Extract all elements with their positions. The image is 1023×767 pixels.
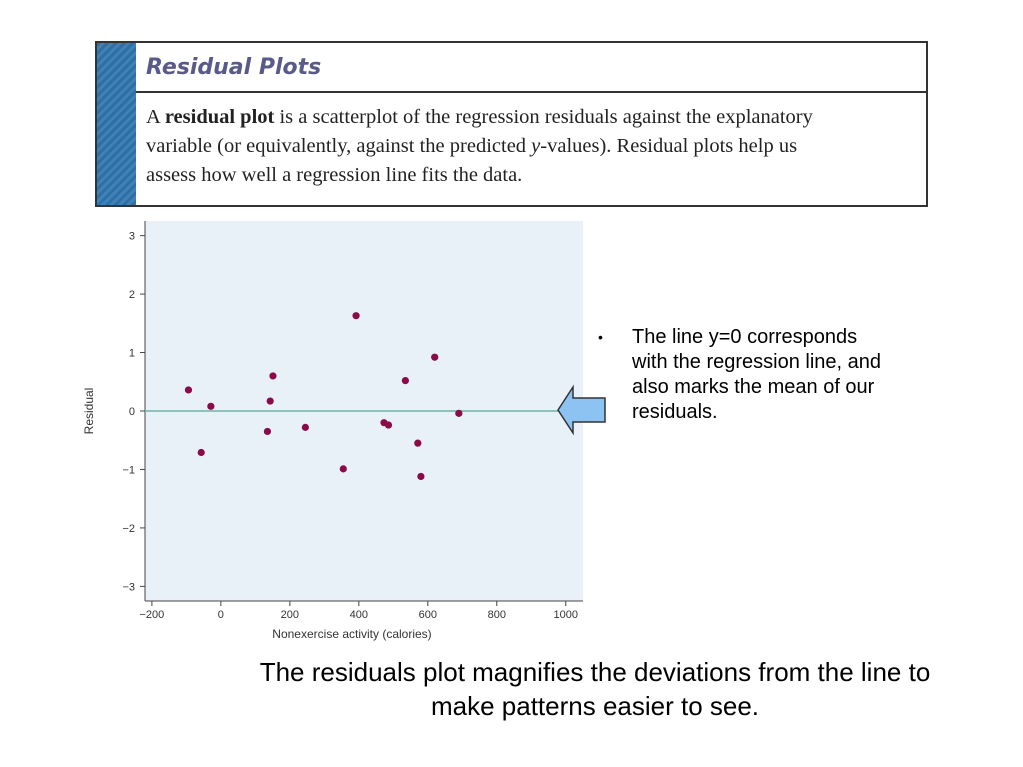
definition-term: residual plot	[164, 106, 275, 128]
definition-box	[95, 41, 928, 207]
x-tick-label: −200	[139, 609, 165, 621]
definition-line-1-rest: is a scatterplot of the regression residuals against the explanatory	[279, 106, 813, 128]
data-point	[264, 428, 271, 435]
data-point	[267, 397, 274, 404]
definition-article: A	[146, 106, 160, 128]
data-point	[185, 386, 192, 393]
definition-line-2-post: -values). Residual plots help us	[540, 135, 798, 157]
definition-title: Residual Plots	[136, 43, 926, 93]
left-arrow-icon	[555, 384, 615, 436]
definition-variable: y	[531, 135, 541, 157]
x-tick-label: 200	[280, 609, 300, 621]
definition-body	[136, 93, 926, 205]
x-tick-label: 1000	[553, 609, 578, 621]
definition-line-2-pre: variable (or equivalently, against the predicted	[146, 135, 527, 157]
y-tick-label: 3	[128, 230, 135, 243]
y-tick-label: −3	[122, 581, 135, 594]
x-tick-label: 800	[487, 609, 506, 621]
data-point	[455, 410, 462, 417]
data-point	[402, 377, 409, 384]
callout-bullet: •	[598, 329, 603, 345]
data-point	[207, 403, 214, 410]
data-point	[340, 465, 347, 472]
data-point	[385, 421, 392, 428]
y-tick-label: 1	[128, 347, 135, 360]
y-axis	[122, 221, 145, 601]
y-tick-label: 2	[128, 289, 135, 302]
x-axis	[140, 601, 583, 621]
x-tick-label: 400	[349, 609, 369, 621]
callout-text: The line y=0 corresponds with the regression line, and also marks the mean of our residuals.	[632, 326, 882, 423]
caption-text: The residuals plot magnifies the deviations from the line to make patterns easier to see.	[259, 657, 931, 721]
data-point	[417, 473, 424, 480]
y-axis-label: Residual	[82, 387, 96, 435]
definition-line-2	[146, 132, 916, 161]
residual-scatter-plot	[70, 215, 600, 650]
definition-line-3: assess how well a regression line fits the data.	[146, 164, 523, 186]
x-axis-label: Nonexercise activity (calories)	[272, 627, 432, 641]
data-point	[198, 449, 205, 456]
definition-line-1	[146, 103, 916, 132]
x-tick-label: 600	[418, 609, 437, 621]
data-point	[431, 354, 438, 361]
y-tick-label: 0	[128, 406, 135, 418]
y-tick-label: −2	[122, 522, 135, 535]
data-point	[414, 440, 421, 447]
y-tick-label: −1	[122, 464, 135, 477]
data-point	[269, 372, 276, 379]
x-tick-label: 0	[217, 609, 224, 621]
definition-side-stripe	[97, 43, 136, 205]
data-point	[302, 424, 309, 431]
data-point	[352, 312, 359, 319]
